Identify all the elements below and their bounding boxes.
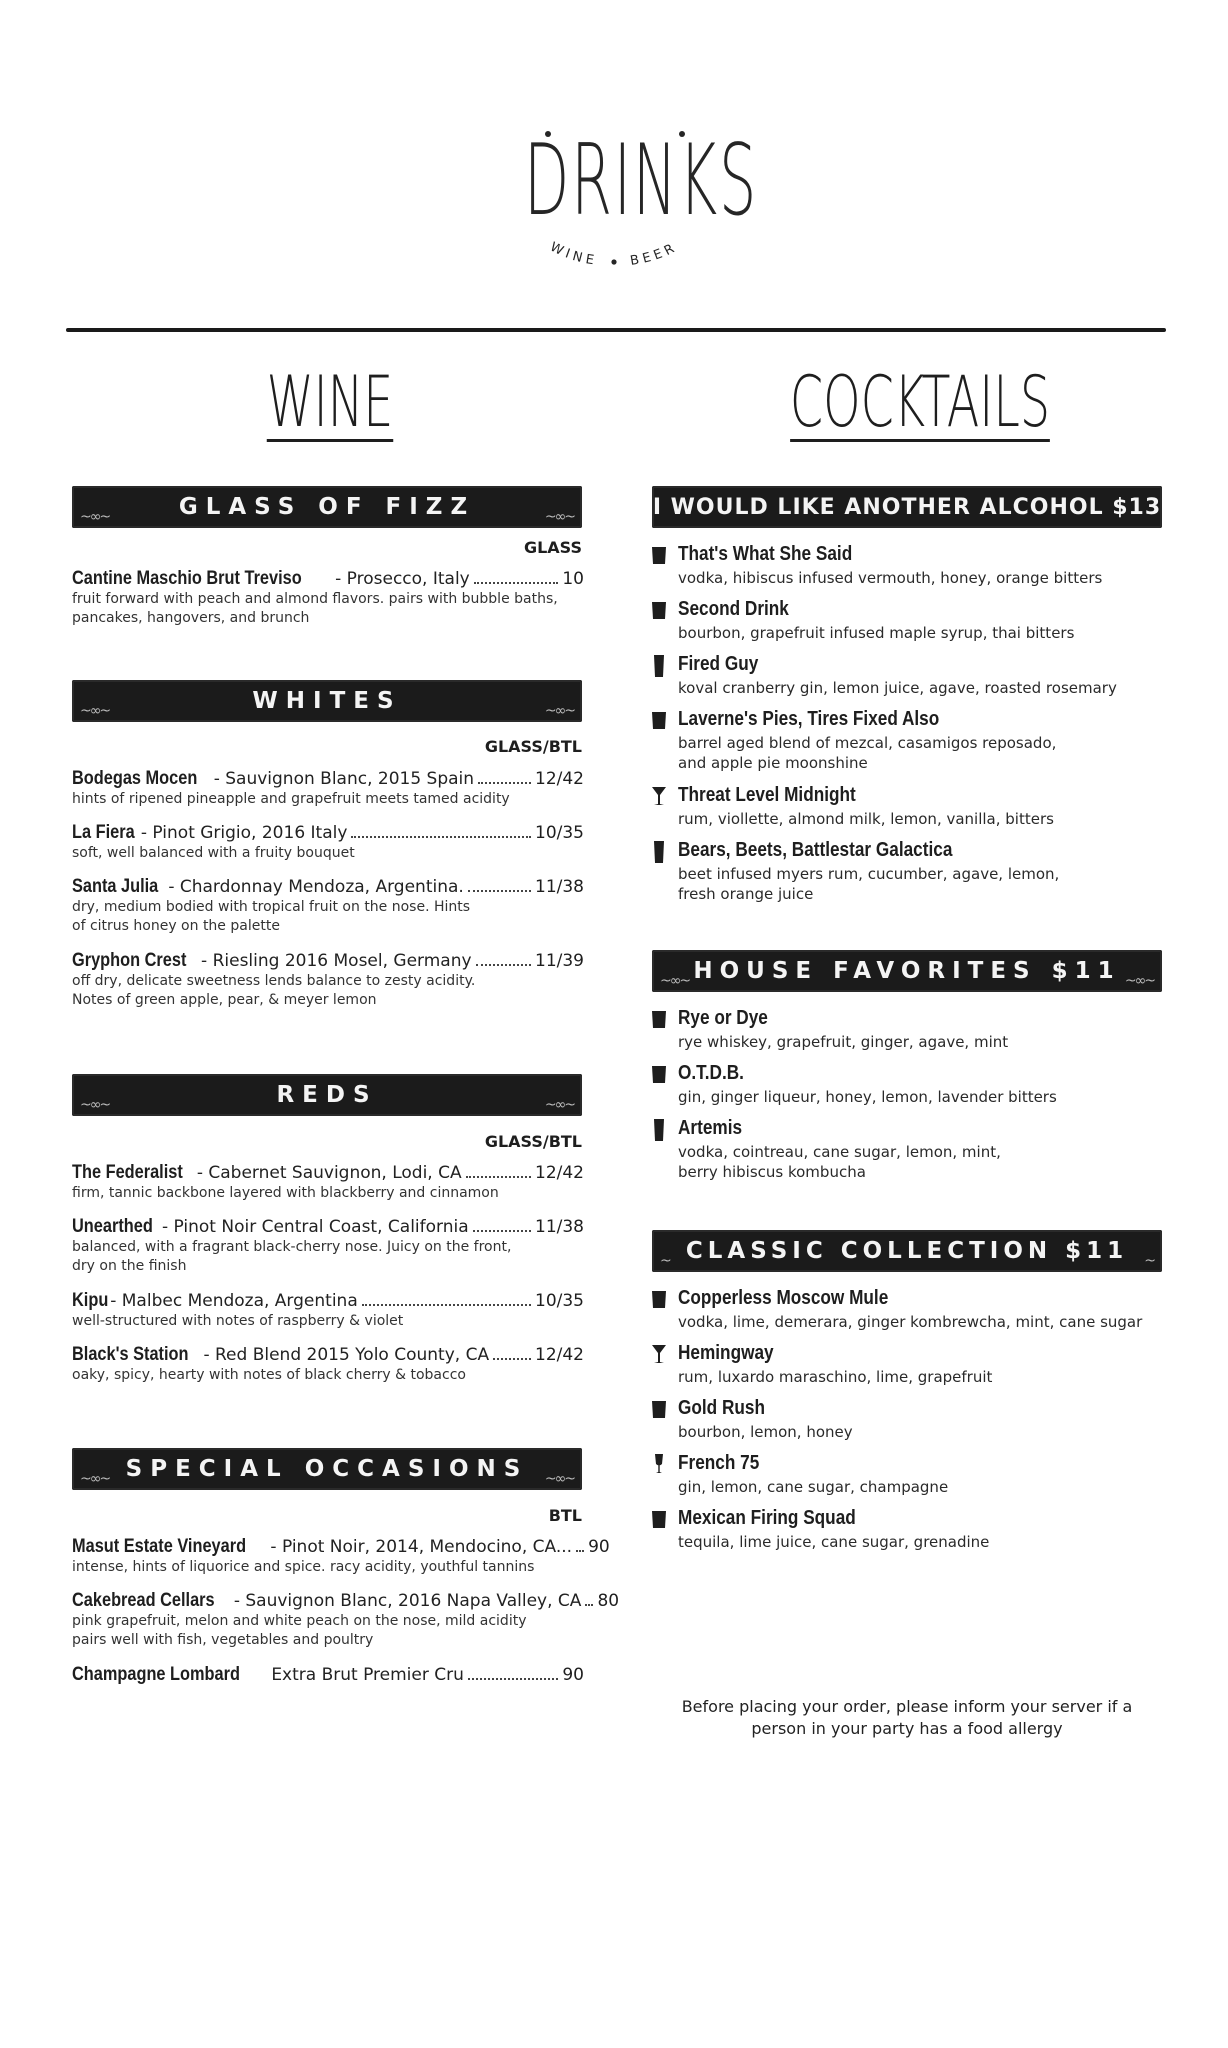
banner-glass-of-fizz (72, 486, 582, 528)
banner-label: CLASSIC COLLECTION $11 (685, 1238, 1129, 1264)
banner-reds (72, 1074, 582, 1116)
wine-price: 10/35 (535, 823, 584, 843)
wine-note: well-structured with notes of raspberry & violet (72, 1313, 404, 1329)
wine-item (72, 1590, 620, 1650)
cocktail-name: O.T.D.B. (678, 1062, 744, 1084)
wine-desc: - Sauvignon Blanc, 2015 Spain (213, 769, 475, 789)
banner-flourish-icon: ~∞~ (544, 509, 574, 525)
dot-leader (493, 1358, 531, 1360)
wine-name: Cakebread Cellars (72, 1590, 215, 1611)
wine-note: fruit forward with peach and almond flavors. pairs with bubble baths, pancakes, hangovers, and brunch (72, 591, 558, 626)
wine-desc: - Red Blend 2015 Yolo County, CA (203, 1345, 490, 1365)
banner-flourish-icon: ~∞~ (544, 703, 574, 719)
banner-another-alcohol (652, 486, 1162, 528)
banner-classic-collection (652, 1230, 1162, 1272)
cocktail-desc: gin, lemon, cane sugar, champagne (678, 1478, 949, 1496)
allergy-note: Before placing your order, please inform your server if a person in your party has a food allergy (681, 1697, 1133, 1738)
cocktail-name: That's What She Said (678, 543, 853, 565)
cocktail-desc: beet infused myers rum, cucumber, agave, lemon, fresh orange juice (678, 865, 1060, 903)
banner-label: GLASS OF FIZZ (178, 494, 476, 520)
wine-note: intense, hints of liquorice and spice. racy acidity, youthful tannins (72, 1559, 535, 1575)
cocktail-desc: bourbon, grapefruit infused maple syrup, thai bitters (678, 624, 1075, 642)
column-header-glass-btl: GLASS/BTL (484, 1132, 582, 1151)
svg-text:WINE (547, 240, 598, 269)
wine-name: Masut Estate Vineyard (72, 1536, 247, 1557)
wine-desc: - Pinot Noir, 2014, Mendocino, CA... (270, 1537, 573, 1557)
rocks-glass-icon (652, 1509, 666, 1529)
wine-price: 90 (588, 1537, 610, 1557)
banner-flourish-icon: ~∞~ (80, 1471, 110, 1487)
cocktail-desc: vodka, hibiscus infused vermouth, honey, orange bitters (678, 569, 1103, 587)
cocktail-name: Bears, Beets, Battlestar Galactica (678, 839, 953, 861)
rocks-glass-icon (652, 600, 666, 620)
cocktail-name: Artemis (678, 1117, 743, 1139)
wine-price: 11/38 (535, 877, 584, 897)
wine-name: Champagne Lombard (72, 1664, 240, 1685)
svg-text:BEER (629, 240, 680, 269)
wine-price: 80 (597, 1591, 620, 1611)
wine-desc: - Pinot Grigio, 2016 Italy (140, 823, 348, 843)
wine-desc: - Sauvignon Blanc, 2016 Napa Valley, CA (233, 1591, 582, 1611)
wine-item (72, 950, 584, 1010)
wine-note: balanced, with a fragrant black-cherry nose. Juicy on the front, dry on the finish (72, 1239, 512, 1274)
wine-desc: - Pinot Noir Central Coast, California (161, 1217, 469, 1237)
banner-flourish-icon: ~∞~ (1124, 973, 1154, 989)
rocks-glass-icon (652, 1399, 666, 1419)
banner-label: I WOULD LIKE ANOTHER ALCOHOL $13 (652, 495, 1162, 520)
wine-desc: - Cabernet Sauvignon, Lodi, CA (196, 1163, 462, 1183)
column-header-glass: GLASS (523, 538, 582, 557)
wine-title-text: WINE (266, 361, 394, 443)
wine-name: Cantine Maschio Brut Treviso (72, 568, 302, 589)
wine-column-title (228, 362, 432, 442)
cocktail-name: Laverne's Pies, Tires Fixed Also (678, 708, 940, 730)
cocktail-name: Mexican Firing Squad (678, 1507, 856, 1529)
cocktail-desc: vodka, lime, demerara, ginger kombrewcha, mint, cane sugar (678, 1313, 1143, 1331)
wine-item (72, 1344, 584, 1385)
logo-word: DRINKS (524, 124, 759, 238)
banner-house-favorites (652, 950, 1162, 992)
banner-flourish-icon: ~∞~ (80, 1097, 110, 1113)
cocktail-name: Fired Guy (678, 653, 759, 675)
martini-glass-icon (652, 786, 666, 806)
wine-item (72, 1216, 584, 1276)
wine-desc: - Chardonnay Mendoza, Argentina. (168, 877, 464, 897)
header-divider (66, 328, 1166, 332)
rocks-glass-icon (652, 1064, 666, 1084)
cocktails-column-title (777, 362, 1063, 442)
dot-leader (474, 582, 559, 584)
wine-name: Gryphon Crest (72, 950, 187, 971)
wine-price: 10 (562, 569, 584, 589)
banner-label: WHITES (252, 688, 402, 714)
wine-item (72, 822, 584, 863)
wine-note: dry, medium bodied with tropical fruit on the nose. Hints of citrus honey on the palette (72, 899, 471, 934)
dot-leader (476, 964, 531, 966)
highball-glass-icon (652, 655, 666, 675)
dot-leader (576, 1550, 584, 1552)
wine-note: pink grapefruit, melon and white peach on the nose, mild acidity pairs well with fish, vegetables and poultry (72, 1613, 527, 1648)
cocktail-desc: rum, viollette, almond milk, lemon, vanilla, bitters (678, 810, 1054, 828)
wine-item (72, 1290, 584, 1331)
banner-flourish-icon: ~∞~ (544, 1097, 574, 1113)
column-header-glass-btl: GLASS/BTL (484, 737, 582, 756)
rocks-glass-icon (652, 545, 666, 565)
highball-glass-icon (652, 1119, 666, 1139)
rocks-glass-icon (652, 1009, 666, 1029)
cocktail-name: Second Drink (678, 598, 789, 620)
martini-glass-icon (652, 1344, 666, 1364)
wine-desc: - Riesling 2016 Mosel, Germany (201, 951, 472, 971)
banner-whites (72, 680, 582, 722)
banner-label: REDS (276, 1082, 378, 1108)
drinks-logo (464, 96, 764, 286)
logo-bottom-left: WINE (547, 239, 599, 269)
cocktail-desc: bourbon, lemon, honey (678, 1423, 853, 1441)
cocktails-title-text: COCKTAILS (789, 361, 1051, 443)
wine-note: hints of ripened pineapple and grapefruit meets tamed acidity (72, 791, 510, 807)
cocktail-desc: tequila, lime juice, cane sugar, grenadine (678, 1533, 990, 1551)
dot-leader (468, 1678, 558, 1680)
wine-name: Santa Julia (72, 876, 159, 897)
banner-flourish-icon: ~ (1144, 1253, 1154, 1269)
wine-item (72, 1162, 584, 1203)
banner-label: HOUSE FAVORITES $11 (693, 958, 1121, 984)
wine-desc: - Malbec Mendoza, Argentina (110, 1291, 358, 1311)
wine-item (72, 568, 584, 628)
banner-flourish-icon: ~∞~ (544, 1471, 574, 1487)
dot-leader (351, 836, 531, 838)
wine-desc: Extra Brut Premier Cru (271, 1665, 464, 1685)
wine-price: 11/39 (535, 951, 584, 971)
wine-note: oaky, spicy, hearty with notes of black cherry & tobacco (72, 1367, 466, 1383)
wine-name: Black's Station (72, 1344, 189, 1365)
cocktail-desc: gin, ginger liqueur, honey, lemon, lavender bitters (678, 1088, 1057, 1106)
wine-item (72, 876, 584, 936)
cocktail-name: Copperless Moscow Mule (678, 1287, 889, 1309)
dot-leader (466, 1176, 531, 1178)
cocktail-desc: koval cranberry gin, lemon juice, agave, roasted rosemary (678, 679, 1117, 697)
wine-name: The Federalist (72, 1162, 183, 1183)
cocktail-name: Hemingway (678, 1342, 774, 1364)
wine-name: Kipu (72, 1290, 109, 1311)
wine-note: firm, tannic backbone layered with blackberry and cinnamon (72, 1185, 499, 1201)
wine-item (72, 1664, 584, 1686)
champagne-flute-icon (652, 1454, 666, 1474)
rocks-glass-icon (652, 1289, 666, 1309)
wine-name: Unearthed (72, 1216, 153, 1237)
wine-note: off dry, delicate sweetness lends balance to zesty acidity. Notes of green apple, pear, & meyer lemon (72, 973, 476, 1008)
wine-price: 90 (562, 1665, 584, 1685)
dot-leader (478, 782, 531, 784)
cocktail-desc: rum, luxardo maraschino, lime, grapefruit (678, 1368, 993, 1386)
wine-price: 10/35 (535, 1291, 584, 1311)
wine-price: 11/38 (535, 1217, 584, 1237)
wine-price: 12/42 (535, 769, 584, 789)
wine-price: 12/42 (535, 1345, 584, 1365)
cocktail-name: Threat Level Midnight (678, 784, 856, 806)
wine-note: soft, well balanced with a fruity bouquet (72, 845, 355, 861)
dot-leader (362, 1304, 531, 1306)
banner-special-occasions (72, 1448, 582, 1490)
cocktail-desc: rye whiskey, grapefruit, ginger, agave, mint (678, 1033, 1009, 1051)
banner-flourish-icon: ~∞~ (80, 703, 110, 719)
dot-leader (468, 890, 531, 892)
cocktail-desc: barrel aged blend of mezcal, casamigos reposado, and apple pie moonshine (678, 734, 1057, 772)
wine-item (72, 1536, 610, 1577)
wine-price: 12/42 (535, 1163, 584, 1183)
highball-glass-icon (652, 841, 666, 861)
dot-leader (585, 1604, 593, 1606)
rocks-glass-icon (652, 710, 666, 730)
banner-flourish-icon: ~ (660, 1253, 670, 1269)
cocktail-name: Rye or Dye (678, 1007, 768, 1029)
wine-name: La Fiera (72, 822, 135, 843)
wine-name: Bodegas Mocen (72, 768, 198, 789)
cocktail-name: French 75 (678, 1452, 760, 1474)
column-header-btl: BTL (548, 1506, 582, 1525)
wine-item (72, 768, 584, 809)
cocktail-name: Gold Rush (678, 1397, 765, 1419)
banner-flourish-icon: ~∞~ (80, 509, 110, 525)
logo-bottom-right: BEER (629, 239, 681, 269)
dot-leader (473, 1230, 531, 1232)
cocktail-desc: vodka, cointreau, cane sugar, lemon, mint, berry hibiscus kombucha (678, 1143, 1001, 1181)
banner-flourish-icon: ~∞~ (660, 973, 690, 989)
banner-label: SPECIAL OCCASIONS (125, 1456, 529, 1482)
wine-desc: - Prosecco, Italy (335, 569, 470, 589)
